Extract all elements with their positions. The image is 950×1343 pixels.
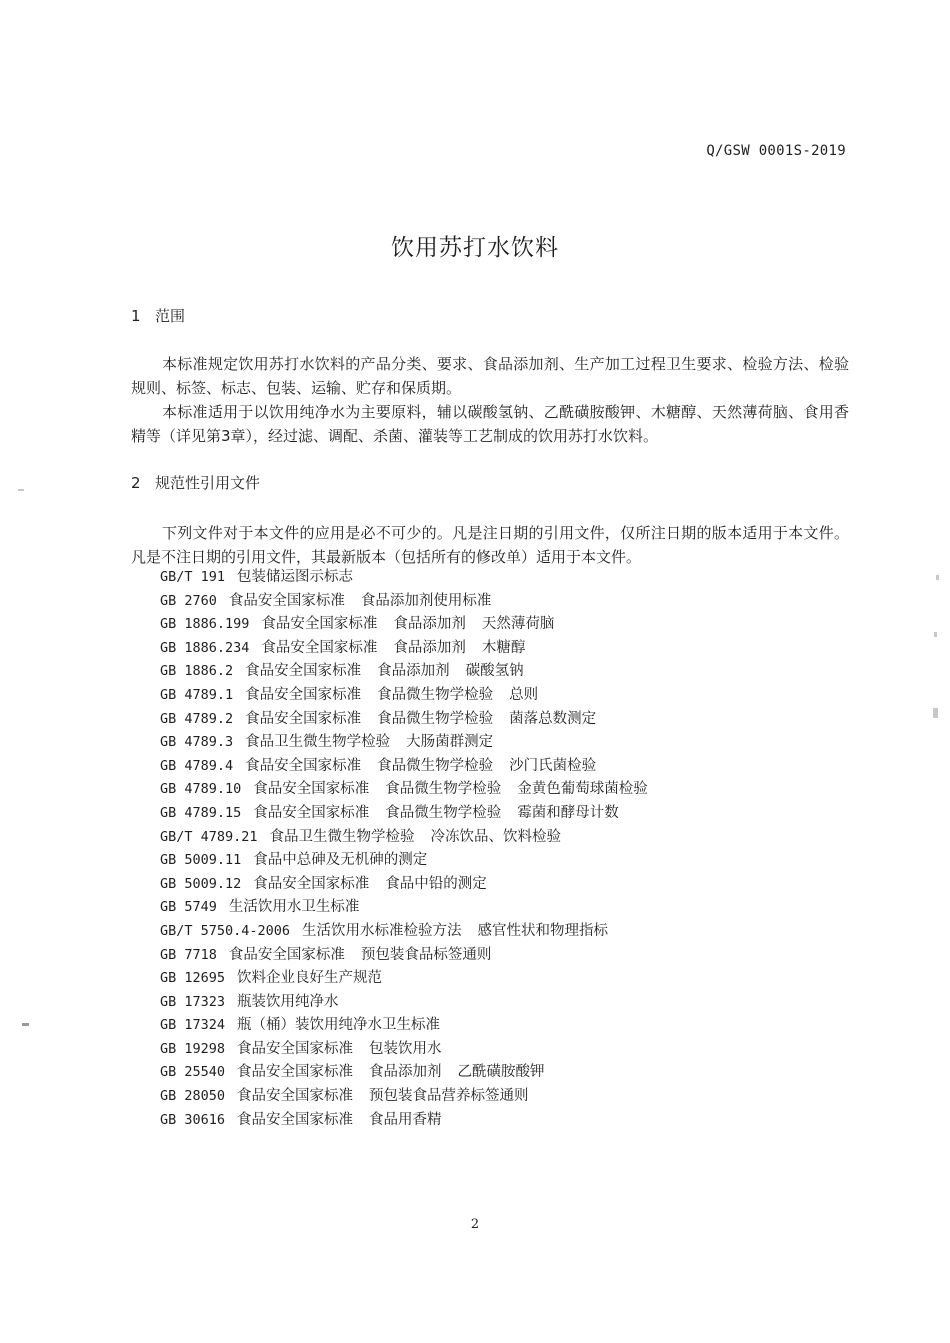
reference-title-part: 食品安全国家标准 [253,875,370,892]
reference-item [160,566,664,590]
reference-item [160,1061,664,1085]
reference-title-part: 食品安全国家标准 [237,1064,354,1081]
reference-item [160,731,664,755]
reference-title-part: 天然薄荷脑 [481,616,555,633]
reference-code: GB 5009.11 [160,852,242,869]
reference-title-part: 食品安全国家标准 [228,592,345,609]
reference-title-part: 碳酸氢钠 [465,663,524,680]
reference-title-part: 食品中总砷及无机砷的测定 [253,852,428,869]
reference-item [160,826,664,850]
reference-title-part: 冷冻饮品、饮料检验 [430,828,562,845]
reference-title-part: 大肠菌群测定 [406,734,494,751]
reference-code: GB/T 4789.21 [160,828,258,845]
reference-code: GB 4789.2 [160,710,234,727]
reference-title-part: 菌落总数测定 [509,710,597,727]
reference-title-part: 瓶（桶）装饮用纯净水卫生标准 [237,1017,441,1034]
reference-title-part: 食品安全国家标准 [245,663,362,680]
reference-title-part: 食品安全国家标准 [245,686,362,703]
scan-speck [18,489,24,491]
reference-title-part: 感官性状和物理指标 [477,922,609,939]
page-number: 2 [470,1217,480,1232]
section-2-intro: 下列文件对于本文件的应用是必不可少的。凡是注日期的引用文件，仅所注日期的版本适用于本文件。凡是不注日期的引用文件，其最新版本（包括所有的修改单）适用于本文件。 [131,524,849,566]
reference-title-part: 食品安全国家标准 [245,710,362,727]
reference-title-part: 食品安全国家标准 [237,1088,354,1105]
reference-title-part: 生活饮用水标准检验方法 [302,922,462,939]
reference-item [160,802,664,826]
reference-item [160,1014,664,1038]
reference-item [160,1038,664,1062]
reference-item [160,1085,664,1109]
section-2-number: 2 [131,474,141,492]
scan-speck [934,632,937,637]
reference-title-part: 食品微生物学检验 [385,781,502,798]
reference-title-part: 食品微生物学检验 [385,804,502,821]
reference-code: GB 28050 [160,1088,226,1105]
reference-title-part: 包装饮用水 [369,1040,442,1057]
reference-title-part: 生活饮用水卫生标准 [228,899,360,916]
reference-title-part: 预包装食品标签通则 [360,946,492,963]
reference-title-part: 瓶装饮用纯净水 [237,993,339,1010]
reference-code: GB 4789.15 [160,804,242,821]
reference-title-part: 食品添加剂 [377,663,450,680]
reference-title-part: 食品安全国家标准 [253,804,370,821]
reference-code: GB 4789.4 [160,757,234,774]
reference-list [160,566,664,1132]
reference-code: GB 4789.10 [160,781,242,798]
reference-code: GB 19298 [160,1040,226,1057]
reference-code: GB 4789.3 [160,734,234,751]
reference-title-part: 饮料企业良好生产规范 [237,970,383,987]
reference-title-part: 食品安全国家标准 [245,757,362,774]
reference-title-part: 食品卫生微生物学检验 [245,734,391,751]
document-code: Q/GSW 0001S-2019 [706,143,846,159]
reference-item [160,660,664,684]
reference-title-part: 总则 [509,686,539,703]
section-2-title: 规范性引用文件 [155,474,261,492]
reference-item [160,637,664,661]
reference-item [160,778,664,802]
reference-title-part: 食品安全国家标准 [237,1040,354,1057]
reference-title-part: 食品中铅的测定 [385,875,487,892]
section-1-number: 1 [131,307,141,325]
reference-code: GB 5749 [160,899,217,916]
reference-title-part: 乙酰磺胺酸钾 [457,1064,545,1081]
reference-item [160,849,664,873]
reference-code: GB 4789.1 [160,686,234,703]
section-1-heading [131,305,185,326]
reference-title-part: 食品安全国家标准 [237,1111,354,1128]
reference-title-part: 食品安全国家标准 [261,639,378,656]
reference-title-part: 霉菌和酵母计数 [517,804,619,821]
section-1-title: 范围 [155,307,186,325]
reference-title-part: 金黄色葡萄球菌检验 [517,781,648,798]
reference-item [160,684,664,708]
reference-title-part: 食品用香精 [369,1111,442,1128]
reference-code: GB 5009.12 [160,875,242,892]
reference-item [160,944,664,968]
reference-code: GB 30616 [160,1111,226,1128]
scan-speck [936,575,939,580]
reference-item [160,991,664,1015]
reference-item [160,873,664,897]
scan-speck [933,708,938,718]
reference-code: GB 17323 [160,993,226,1010]
reference-item [160,590,664,614]
section-2-heading [131,472,260,493]
document-title: 饮用苏打水饮料 [391,235,559,261]
reference-item [160,613,664,637]
reference-item [160,1109,664,1133]
reference-title-part: 食品安全国家标准 [228,946,345,963]
scan-speck [22,1023,29,1026]
section-1-paragraph-1: 本标准规定饮用苏打水饮料的产品分类、要求、食品添加剂、生产加工过程卫生要求、检验方法、检验规则、标签、标志、包装、运输、贮存和保质期。 [131,355,849,397]
reference-code: GB 7718 [160,946,217,963]
reference-code: GB 1886.199 [160,616,250,633]
reference-code: GB/T 191 [160,569,226,585]
reference-code: GB 2760 [160,592,217,609]
reference-title-part: 食品添加剂使用标准 [360,592,492,609]
reference-title-part: 食品安全国家标准 [253,781,370,798]
reference-title-part: 食品安全国家标准 [261,616,378,633]
reference-title-part: 食品添加剂 [393,616,466,633]
reference-title-part: 食品微生物学检验 [377,757,494,774]
reference-code: GB 1886.234 [160,639,250,656]
reference-title-part: 食品卫生微生物学检验 [269,828,415,845]
reference-title-part: 食品微生物学检验 [377,686,494,703]
reference-code: GB 25540 [160,1064,226,1081]
reference-item [160,920,664,944]
reference-item [160,967,664,991]
reference-title-part: 沙门氏菌检验 [509,757,597,774]
reference-item [160,896,664,920]
reference-title-part: 木糖醇 [481,639,526,656]
reference-title-part: 食品添加剂 [369,1064,442,1081]
section-1-paragraph-2: 本标准适用于以饮用纯净水为主要原料，辅以碳酸氢钠、乙酰磺胺酸钾、木糖醇、天然薄荷脑、食用香精等（详见第3章），经过滤、调配、杀菌、灌装等工艺制成的饮用苏打水饮料。 [131,403,849,445]
reference-item [160,708,664,732]
reference-title-part: 食品添加剂 [393,639,466,656]
reference-code: GB/T 5750.4-2006 [160,922,291,939]
reference-code: GB 17324 [160,1017,226,1034]
reference-title-part: 包装储运图示标志 [237,569,354,585]
reference-title-part: 预包装食品营养标签通则 [369,1088,529,1105]
reference-code: GB 12695 [160,970,226,987]
reference-code: GB 1886.2 [160,663,234,680]
reference-item [160,755,664,779]
reference-title-part: 食品微生物学检验 [377,710,494,727]
